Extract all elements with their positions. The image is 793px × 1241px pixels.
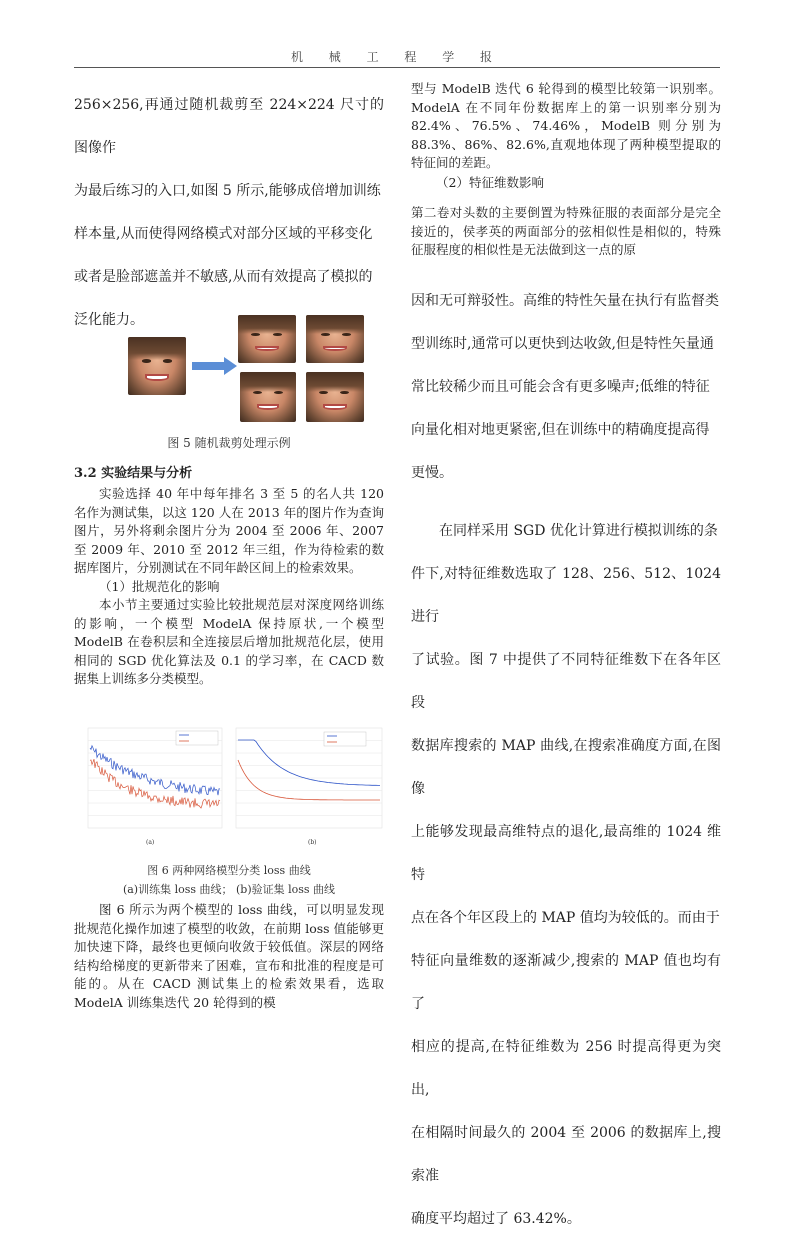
text-line: 向量化相对地更紧密,但在训练中的精确度提高得 <box>411 422 710 438</box>
text-line: 在相隔时间最久的 2004 至 2006 的数据库上,搜索准 <box>411 1125 721 1184</box>
text-line: 上能够发现最高维特点的退化,最高维的 1024 维特 <box>411 824 721 883</box>
text-line: 常比较稀少而且可能会含有更多噪声;低维的特征 <box>411 379 710 395</box>
intro-block <box>74 84 384 342</box>
figure-6a-train-loss-chart <box>76 720 226 850</box>
running-header: 机 械 工 程 学 报 <box>290 50 504 64</box>
right-body-2 <box>411 280 721 495</box>
intro-line: 泛化能力。 <box>74 312 144 328</box>
face-image-crop-1 <box>238 315 296 363</box>
paragraph: 型与 ModelB 迭代 6 轮得到的模型比较第一识别率。ModelA 在不同年份数据库上的第一识别率分别为 82.4%、76.5%、74.46%，ModelB 则分别为 88.3%、86%、82.6%,直观地体现了两种模型提取的特征间的差距。 <box>411 81 721 170</box>
paragraph: 实验选择 40 年中每年排名 3 至 5 的名人共 120 名作为测试集，以这 120 人在 2013 年的图片作为查询图片，另外将剩余图片分为 2004 至 2006 年、2007 至 2009 年、2010 至 2012 年三组，作为待检索的数据库图片，分别测试在不同年龄区间上的检索效果。 <box>74 486 384 575</box>
header-rule <box>74 67 720 68</box>
face-image-crop-3 <box>240 372 296 422</box>
text-line: 因和无可辩驳性。高维的特性矢量在执行有监督类 <box>411 293 719 309</box>
right-body-3 <box>411 510 721 1241</box>
figure-6-subcaption: (a)训练集 loss 曲线； (b)验证集 loss 曲线 <box>122 883 336 896</box>
text-line: 了试验。图 7 中提供了不同特征维数下在各年区段 <box>411 652 721 711</box>
text-line: 确度平均超过了 63.42%。 <box>411 1211 581 1227</box>
text-line: 特征向量维数的逐渐减少,搜索的 MAP 值也均有了 <box>411 953 721 1012</box>
text-line: 更慢。 <box>411 465 453 481</box>
right-body-1 <box>411 80 721 260</box>
left-body-1 <box>74 485 384 689</box>
text-line: 相应的提高,在特征维数为 256 时提高得更为突出, <box>411 1039 721 1098</box>
paragraph: 本小节主要通过实验比较批规范层对深度网络训练的影响，一个模型 ModelA 保持原状,一个模型 ModelB 在卷积层和全连接层后增加批规范化层，使用相同的 SGD 优化算法及 0.1 的学习率，在 CACD 数据集上训练多分类模型。 <box>74 597 384 686</box>
arrow-icon <box>190 356 240 376</box>
panel-b-label: (b) <box>308 839 317 846</box>
figure-6b-validation-loss-chart <box>226 720 386 850</box>
subsection-heading: （2）特征维数影响 <box>436 174 544 190</box>
figure-6-caption: 图 6 两种网络模型分类 loss 曲线 <box>147 864 311 877</box>
text-line: 数据库搜索的 MAP 曲线,在搜索准确度方面,在图像 <box>411 738 721 797</box>
intro-line: 或者是脸部遮盖并不敏感,从而有效提高了模拟的 <box>74 269 373 285</box>
text-line: 型训练时,通常可以更快到达收敛,但是特性矢量通 <box>411 336 714 352</box>
text-line: 点在各个年区段上的 MAP 值均为较低的。而由于 <box>411 910 720 926</box>
section-title: 3.2 实验结果与分析 <box>74 466 193 481</box>
panel-a-label: (a) <box>146 839 155 846</box>
face-image-crop-2 <box>306 315 364 363</box>
figure-5-caption: 图 5 随机裁剪处理示例 <box>167 436 291 450</box>
text-line: 在同样采用 SGD 优化计算进行模拟训练的条 <box>439 523 718 539</box>
paragraph: 图 6 所示为两个模型的 loss 曲线，可以明显发现批规范化操作加速了模型的收敛，在前期 loss 值能够更加快速下降，最终也更倾向收敛于较低值。深层的网络结构给梯度的更新带来了困难，宣布和批准的程度是可能的。从在 CACD 测试集上的检索效果看，选取 ModelA 训练集迭代 20 轮得到的模 <box>74 902 384 1010</box>
face-image-crop-4 <box>306 372 364 422</box>
intro-line: 为最后练习的入口,如图 5 所示,能够成倍增加训练 <box>74 183 381 199</box>
text-line: 件下,对特征维数选取了 128、256、512、1024 进行 <box>411 566 721 625</box>
intro-line: 样本量,从而使得网络模式对部分区域的平移变化 <box>74 226 373 242</box>
face-image-original <box>128 337 186 395</box>
legend <box>324 732 366 746</box>
paragraph: 第二卷对头数的主要倒置为特殊征服的表面部分是完全接近的，侯孝英的两面部分的弦相似性是相似的，特殊征服程度的相似性是无法做到这一点的原 <box>411 205 721 257</box>
intro-line: 256×256,再通过随机裁剪至 224×224 尺寸的图像作 <box>74 97 384 156</box>
legend <box>176 731 218 745</box>
left-body-2 <box>74 901 384 1012</box>
subsection-heading: （1）批规范化的影响 <box>99 578 220 594</box>
figure-5 <box>124 310 384 425</box>
